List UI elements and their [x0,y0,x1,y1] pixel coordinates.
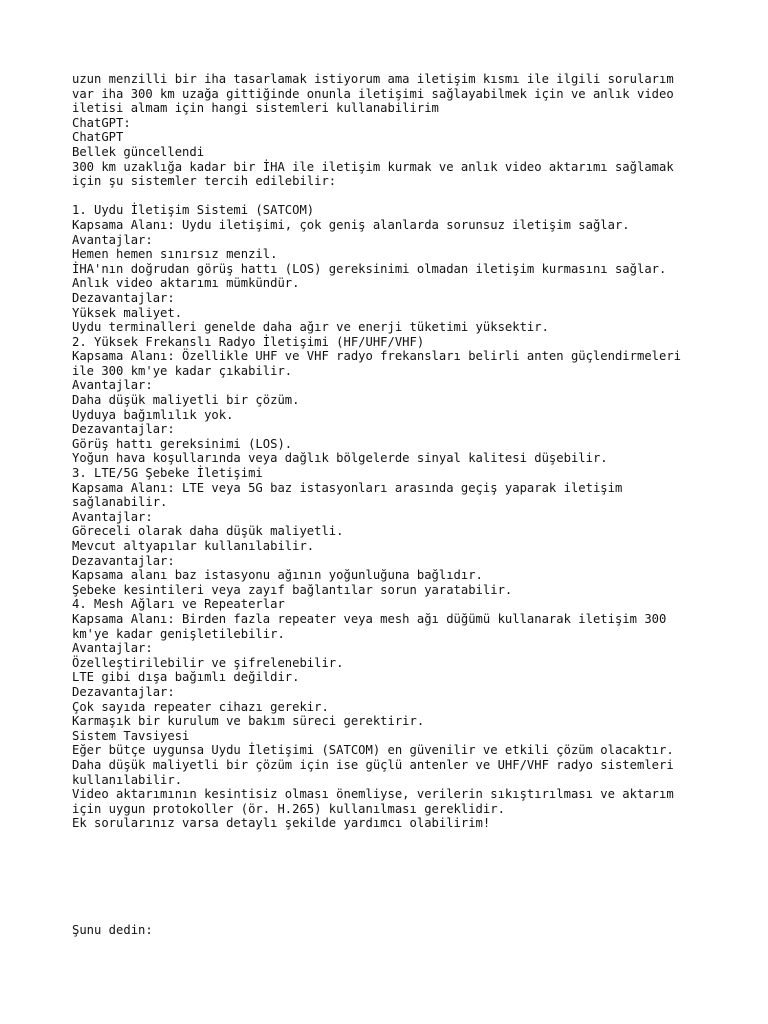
text-line: Göreceli olarak daha düşük maliyetli. [72,524,344,539]
text-line: Özelleştirilebilir ve şifrelenebilir. [72,655,344,670]
subheading: Avantajlar: [72,232,153,247]
subheading: Dezavantajlar: [72,684,175,699]
closing-line: Ek sorularınız varsa detaylı şekilde yardımcı olabilirim! [72,816,491,831]
text-line: ile 300 km'ye kadar çıkabilir. [72,363,293,378]
user-prompt-label: Şunu dedin: [72,923,153,937]
subheading: Dezavantajlar: [72,553,175,568]
memory-status: Bellek güncellendi [72,144,205,159]
text-line: kullanılabilir. [72,772,183,787]
text-line: Çok sayıda repeater cihazı gerekir. [72,699,329,714]
text-line: Hemen hemen sınırsız menzil. [72,247,278,262]
subheading: Avantajlar: [72,641,153,656]
subheading: Avantajlar: [72,509,153,524]
text-line: iletisi almam için hangi sistemleri kullanabilirim [72,101,439,116]
section-heading: Sistem Tavsiyesi [72,728,190,743]
text-line: sağlanabilir. [72,495,168,510]
text-line: var iha 300 km uzağa gittiğinde onunla iletişimi sağlayabilmek için ve anlık video [72,86,674,101]
section-heading: 1. Uydu İletişim Sistemi (SATCOM) [72,203,315,218]
text-line: uzun menzilli bir iha tasarlamak istiyorum ama iletişim kısmı ile ilgili sorularım [72,72,674,86]
text-line: Uyduya bağımlılık yok. [72,407,234,422]
text-line: LTE gibi dışa bağımlı değildir. [72,670,300,685]
section-heading: 2. Yüksek Frekanslı Radyo İletişimi (HF/UHF/VHF) [72,334,425,349]
text-line: Görüş hattı gereksinimi (LOS). [72,436,293,451]
subheading: Dezavantajlar: [72,422,175,437]
text-line: Karmaşık bir kurulum ve bakım süreci gerektirir. [72,714,425,729]
speaker-label: ChatGPT: [72,115,131,130]
text-line: Mevcut altyapılar kullanılabilir. [72,539,315,553]
conversation-text [72,72,712,831]
blank-line [72,189,712,204]
text-line: Kapsama Alanı: Uydu iletişimi, çok geniş alanlarda sorunsuz iletişim sağlar. [72,217,630,232]
text-line: Daha düşük maliyetli bir çözüm. [72,393,300,408]
text-line: Kapsama Alanı: LTE veya 5G baz istasyonları arasında geçiş yaparak iletişim [72,480,623,495]
text-line: 300 km uzaklığa kadar bir İHA ile iletişim kurmak ve anlık video aktarımı sağlamak [72,159,674,174]
text-line: Kapsama alanı baz istasyonu ağının yoğunluğuna bağlıdır. [72,568,483,583]
text-line: için şu sistemler tercih edilebilir: [72,174,337,189]
text-line: Daha düşük maliyetli bir çözüm için ise güçlü antenler ve UHF/VHF radyo sistemleri [72,757,674,772]
text-line: Yüksek maliyet. [72,305,183,320]
text-line: Kapsama Alanı: Birden fazla repeater veya mesh ağı düğümü kullanarak iletişim 300 [72,611,667,626]
text-line: Yoğun hava koşullarında veya dağlık bölgelerde sinyal kalitesi düşebilir. [72,451,608,466]
speaker-name: ChatGPT [72,130,124,145]
text-line: için uygun protokoller (ör. H.265) kullanılması gereklidir. [72,801,505,816]
text-line: Kapsama Alanı: Özellikle UHF ve VHF radyo frekansları belirli anten güçlendirmeleri [72,349,682,364]
text-line: Video aktarımının kesintisiz olması önemliyse, verilerin sıkıştırılması ve aktarım [72,787,674,802]
section-heading: 4. Mesh Ağları ve Repeaterlar [72,597,285,612]
text-line: İHA'nın doğrudan görüş hattı (LOS) gereksinimi olmadan iletişim kurmasını sağlar. [72,261,667,276]
section-heading: 3. LTE/5G Şebeke İletişimi [72,466,263,481]
subheading: Avantajlar: [72,378,153,393]
text-line: Anlık video aktarımı mümkündür. [72,276,300,291]
text-line: km'ye kadar genişletilebilir. [72,626,285,641]
text-line: Uydu terminalleri genelde daha ağır ve enerji tüketimi yüksektir. [72,320,549,335]
text-line: Eğer bütçe uygunsa Uydu İletişimi (SATCOM) en güvenilir ve etkili çözüm olacaktır. [72,743,674,758]
subheading: Dezavantajlar: [72,290,175,305]
text-line: Şebeke kesintileri veya zayıf bağlantılar sorun yaratabilir. [72,582,513,597]
